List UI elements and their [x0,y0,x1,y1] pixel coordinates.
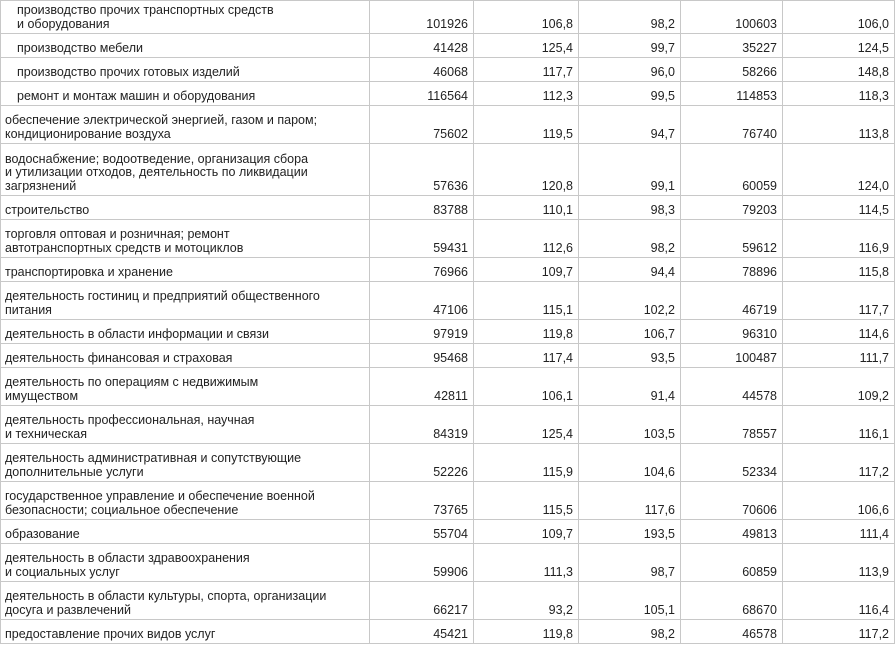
cell-value-col-2: 109,7 [474,520,579,544]
cell-value-col-4: 46719 [681,282,783,320]
row-label: торговля оптовая и розничная; ремонт автотранспортных средств и мотоциклов [1,220,370,258]
cell-value-col-3: 98,2 [579,1,681,34]
table-row [1,320,895,344]
cell-value-col-1: 116564 [370,82,474,106]
cell-value-col-1: 101926 [370,1,474,34]
cell-value-col-2: 111,3 [474,544,579,582]
cell-value-col-4: 68670 [681,582,783,620]
cell-value-col-3: 98,2 [579,220,681,258]
cell-value-col-1: 73765 [370,482,474,520]
cell-value-col-3: 93,5 [579,344,681,368]
cell-value-col-5: 113,8 [783,106,895,144]
cell-value-col-3: 96,0 [579,58,681,82]
cell-value-col-5: 111,4 [783,520,895,544]
cell-value-col-5: 111,7 [783,344,895,368]
table-row [1,282,895,320]
table-row [1,196,895,220]
cell-value-col-5: 114,6 [783,320,895,344]
cell-value-col-4: 78896 [681,258,783,282]
row-label: производство прочих готовых изделий [1,58,370,82]
cell-value-col-1: 46068 [370,58,474,82]
cell-value-col-3: 99,7 [579,34,681,58]
cell-value-col-2: 119,8 [474,620,579,644]
cell-value-col-2: 115,5 [474,482,579,520]
cell-value-col-1: 84319 [370,406,474,444]
cell-value-col-4: 52334 [681,444,783,482]
cell-value-col-5: 116,9 [783,220,895,258]
row-label: деятельность административная и сопутствующие дополнительные услуги [1,444,370,482]
cell-value-col-1: 75602 [370,106,474,144]
cell-value-col-2: 109,7 [474,258,579,282]
cell-value-col-3: 193,5 [579,520,681,544]
cell-value-col-1: 76966 [370,258,474,282]
table-row [1,482,895,520]
row-label: образование [1,520,370,544]
table-row [1,34,895,58]
cell-value-col-2: 106,8 [474,1,579,34]
cell-value-col-1: 83788 [370,196,474,220]
row-label: водоснабжение; водоотведение, организация сбора и утилизации отходов, деятельность по ликвидации загрязнений [1,144,370,196]
cell-value-col-3: 98,7 [579,544,681,582]
cell-value-col-5: 148,8 [783,58,895,82]
table-row [1,544,895,582]
table-row [1,1,895,34]
row-label: деятельность в области здравоохранения и социальных услуг [1,544,370,582]
cell-value-col-5: 116,1 [783,406,895,444]
cell-value-col-1: 47106 [370,282,474,320]
cell-value-col-2: 93,2 [474,582,579,620]
cell-value-col-3: 104,6 [579,444,681,482]
cell-value-col-1: 59906 [370,544,474,582]
cell-value-col-5: 117,2 [783,620,895,644]
cell-value-col-2: 125,4 [474,34,579,58]
cell-value-col-4: 114853 [681,82,783,106]
row-label: производство мебели [1,34,370,58]
cell-value-col-4: 100487 [681,344,783,368]
cell-value-col-4: 78557 [681,406,783,444]
table-row [1,620,895,644]
table-row [1,368,895,406]
cell-value-col-1: 57636 [370,144,474,196]
row-label: деятельность в области культуры, спорта, организации досуга и развлечений [1,582,370,620]
cell-value-col-1: 52226 [370,444,474,482]
cell-value-col-4: 44578 [681,368,783,406]
cell-value-col-3: 94,4 [579,258,681,282]
table-row [1,344,895,368]
cell-value-col-5: 117,2 [783,444,895,482]
cell-value-col-4: 79203 [681,196,783,220]
cell-value-col-1: 45421 [370,620,474,644]
cell-value-col-3: 98,2 [579,620,681,644]
row-label: деятельность по операциям с недвижимым имуществом [1,368,370,406]
cell-value-col-4: 58266 [681,58,783,82]
cell-value-col-1: 95468 [370,344,474,368]
row-label: обеспечение электрической энергией, газом и паром; кондиционирование воздуха [1,106,370,144]
cell-value-col-1: 41428 [370,34,474,58]
cell-value-col-1: 42811 [370,368,474,406]
row-label: строительство [1,196,370,220]
cell-value-col-3: 106,7 [579,320,681,344]
cell-value-col-1: 97919 [370,320,474,344]
cell-value-col-3: 117,6 [579,482,681,520]
cell-value-col-1: 55704 [370,520,474,544]
cell-value-col-3: 98,3 [579,196,681,220]
cell-value-col-3: 99,1 [579,144,681,196]
cell-value-col-4: 76740 [681,106,783,144]
cell-value-col-4: 35227 [681,34,783,58]
cell-value-col-5: 117,7 [783,282,895,320]
cell-value-col-4: 70606 [681,482,783,520]
cell-value-col-2: 117,4 [474,344,579,368]
cell-value-col-3: 99,5 [579,82,681,106]
row-label: предоставление прочих видов услуг [1,620,370,644]
table-row [1,82,895,106]
cell-value-col-5: 115,8 [783,258,895,282]
cell-value-col-5: 118,3 [783,82,895,106]
cell-value-col-2: 112,3 [474,82,579,106]
cell-value-col-4: 49813 [681,520,783,544]
row-label: деятельность профессиональная, научная и техническая [1,406,370,444]
cell-value-col-2: 120,8 [474,144,579,196]
cell-value-col-2: 115,1 [474,282,579,320]
cell-value-col-5: 106,0 [783,1,895,34]
row-label: производство прочих транспортных средств и оборудования [1,1,370,34]
cell-value-col-4: 59612 [681,220,783,258]
cell-value-col-2: 110,1 [474,196,579,220]
cell-value-col-3: 102,2 [579,282,681,320]
cell-value-col-4: 60859 [681,544,783,582]
cell-value-col-2: 106,1 [474,368,579,406]
table-row [1,144,895,196]
cell-value-col-3: 91,4 [579,368,681,406]
table-row [1,444,895,482]
row-label: деятельность гостиниц и предприятий общественного питания [1,282,370,320]
cell-value-col-3: 94,7 [579,106,681,144]
cell-value-col-2: 115,9 [474,444,579,482]
cell-value-col-5: 109,2 [783,368,895,406]
table-row [1,220,895,258]
row-label: государственное управление и обеспечение военной безопасности; социальное обеспечение [1,482,370,520]
row-label: деятельность в области информации и связи [1,320,370,344]
table-row [1,520,895,544]
cell-value-col-2: 117,7 [474,58,579,82]
table-body [1,1,895,644]
cell-value-col-5: 113,9 [783,544,895,582]
cell-value-col-4: 46578 [681,620,783,644]
table-row [1,58,895,82]
cell-value-col-3: 103,5 [579,406,681,444]
cell-value-col-2: 112,6 [474,220,579,258]
cell-value-col-5: 124,5 [783,34,895,58]
cell-value-col-4: 96310 [681,320,783,344]
cell-value-col-5: 124,0 [783,144,895,196]
cell-value-col-4: 100603 [681,1,783,34]
cell-value-col-5: 116,4 [783,582,895,620]
table-row [1,582,895,620]
cell-value-col-2: 125,4 [474,406,579,444]
cell-value-col-1: 66217 [370,582,474,620]
cell-value-col-5: 106,6 [783,482,895,520]
cell-value-col-3: 105,1 [579,582,681,620]
table-row [1,406,895,444]
cell-value-col-2: 119,5 [474,106,579,144]
row-label: транспортировка и хранение [1,258,370,282]
row-label: деятельность финансовая и страховая [1,344,370,368]
table-row [1,258,895,282]
cell-value-col-5: 114,5 [783,196,895,220]
cell-value-col-1: 59431 [370,220,474,258]
cell-value-col-4: 60059 [681,144,783,196]
table-row [1,106,895,144]
cell-value-col-2: 119,8 [474,320,579,344]
row-label: ремонт и монтаж машин и оборудования [1,82,370,106]
